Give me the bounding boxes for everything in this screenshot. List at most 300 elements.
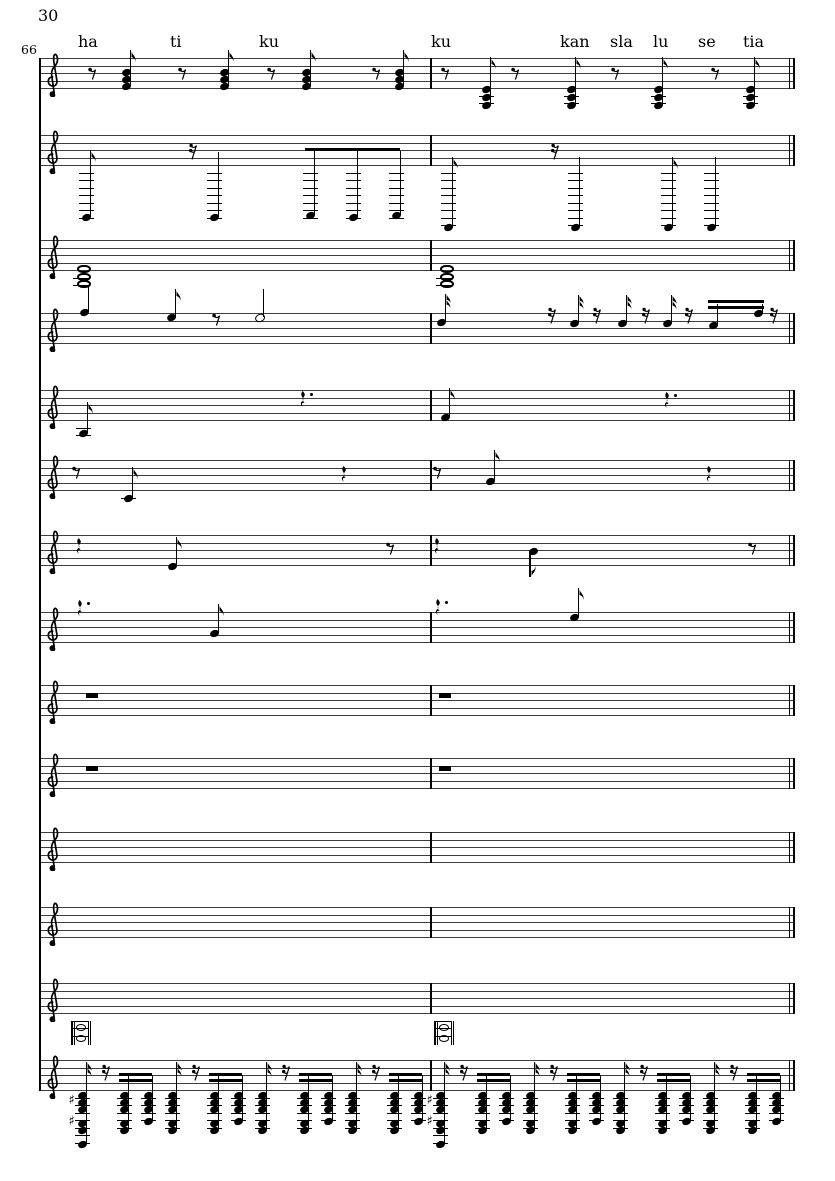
ledger-line bbox=[613, 1113, 628, 1114]
ledger-line bbox=[568, 203, 583, 204]
ledger-line bbox=[704, 173, 719, 174]
ledger-line bbox=[704, 210, 719, 211]
staff-line bbox=[40, 255, 795, 256]
ledger-line bbox=[207, 188, 222, 189]
staff-line bbox=[40, 490, 795, 491]
treble-clef-icon bbox=[43, 232, 67, 279]
ledger-line bbox=[769, 1105, 784, 1106]
eighth-flag-icon bbox=[576, 57, 583, 70]
eighth-rest-icon bbox=[88, 67, 97, 80]
breve-side-bar bbox=[451, 1021, 452, 1045]
ledger-line bbox=[75, 1135, 90, 1136]
bar-number-top: 30 bbox=[38, 6, 59, 25]
beam bbox=[747, 1073, 780, 1076]
ledger-line bbox=[475, 1105, 490, 1106]
barline-mid bbox=[430, 612, 432, 643]
ledger-line bbox=[655, 1098, 670, 1099]
ledger-line bbox=[679, 1113, 694, 1114]
sixteenth-flag-icon bbox=[446, 294, 453, 309]
ledger-line bbox=[589, 1113, 604, 1114]
sixteenth-flag-icon bbox=[625, 1062, 632, 1077]
whole-rest-icon bbox=[439, 693, 451, 698]
staff-line bbox=[40, 263, 795, 264]
stem bbox=[422, 1075, 423, 1121]
ledger-line bbox=[475, 1113, 490, 1114]
ledger-line bbox=[231, 1098, 246, 1099]
ledger-line bbox=[704, 225, 719, 226]
barline-final-thick bbox=[793, 907, 795, 938]
sixteenth-flag-icon bbox=[177, 1062, 184, 1077]
ledger-line bbox=[475, 1128, 490, 1129]
ledger-line bbox=[389, 195, 404, 196]
ledger-line bbox=[745, 1120, 760, 1121]
ledger-line bbox=[231, 1120, 246, 1121]
eighth-flag-icon bbox=[579, 588, 586, 601]
ledger-line bbox=[75, 1143, 90, 1144]
staff-line bbox=[40, 832, 795, 833]
ledger-line bbox=[661, 203, 676, 204]
ledger-line bbox=[297, 1105, 312, 1106]
ledger-line bbox=[441, 173, 456, 174]
ledger-line bbox=[441, 210, 456, 211]
ledger-line bbox=[346, 188, 361, 189]
ledger-line bbox=[499, 1113, 514, 1114]
staff-line bbox=[40, 343, 795, 344]
ledger-line bbox=[72, 1036, 89, 1037]
staff-line bbox=[40, 150, 795, 151]
lyric-syllable: tia bbox=[743, 32, 765, 51]
ledger-line bbox=[121, 498, 136, 499]
ledger-line bbox=[568, 173, 583, 174]
ledger-line bbox=[704, 180, 719, 181]
stem bbox=[218, 152, 219, 217]
ledger-line bbox=[568, 218, 583, 219]
stem bbox=[600, 1075, 601, 1121]
staff-line bbox=[40, 991, 795, 992]
eighth-rest-icon bbox=[711, 67, 720, 80]
barline-final-thin bbox=[789, 983, 790, 1014]
stem bbox=[666, 1075, 667, 1130]
eighth-flag-icon bbox=[91, 150, 98, 163]
rest-dot bbox=[674, 394, 677, 397]
ledger-line bbox=[346, 180, 361, 181]
sixteenth-rest-icon bbox=[551, 143, 560, 160]
treble-clef-icon bbox=[43, 305, 67, 352]
ledger-line bbox=[321, 1105, 336, 1106]
breve-side-bar bbox=[74, 1021, 75, 1045]
barline-final-thick bbox=[793, 612, 795, 643]
breve-side-bar bbox=[453, 1021, 454, 1045]
ledger-line bbox=[207, 1105, 222, 1106]
ledger-line bbox=[76, 435, 91, 436]
lyric-syllable: sla bbox=[610, 32, 633, 51]
staff-line bbox=[40, 398, 795, 399]
ledger-line bbox=[441, 225, 456, 226]
staff-line bbox=[40, 1060, 795, 1061]
ledger-line bbox=[387, 1128, 402, 1129]
barline-final-thick bbox=[793, 313, 795, 344]
sixteenth-rest-icon bbox=[372, 1064, 381, 1081]
ledger-line bbox=[255, 1128, 270, 1129]
treble-clef-icon bbox=[43, 1052, 67, 1099]
ledger-line bbox=[651, 96, 666, 97]
beam bbox=[747, 1079, 780, 1082]
beam bbox=[567, 1073, 600, 1076]
eighth-flag-icon bbox=[219, 604, 226, 617]
ledger-line bbox=[475, 1120, 490, 1121]
eighth-flag-icon bbox=[673, 157, 680, 170]
eighth-rest-icon bbox=[433, 466, 442, 479]
barline-mid bbox=[430, 460, 432, 491]
staff-line bbox=[40, 313, 795, 314]
staff-line bbox=[40, 565, 795, 566]
stem bbox=[510, 1075, 511, 1121]
ledger-line bbox=[389, 218, 404, 219]
stem bbox=[486, 1075, 487, 1130]
barline-final-thin bbox=[789, 907, 790, 938]
ledger-line bbox=[745, 1105, 760, 1106]
staff-line bbox=[40, 758, 795, 759]
ledger-line bbox=[141, 1098, 156, 1099]
ledger-line bbox=[255, 1098, 270, 1099]
staff-line bbox=[40, 620, 795, 621]
ledger-line bbox=[613, 1098, 628, 1099]
staff-line bbox=[40, 535, 795, 536]
ledger-line bbox=[499, 1105, 514, 1106]
staff-line bbox=[40, 840, 795, 841]
ledger-line bbox=[703, 1120, 718, 1121]
stem bbox=[400, 151, 401, 215]
ledger-line bbox=[389, 210, 404, 211]
ledger-line bbox=[703, 1113, 718, 1114]
ledger-line bbox=[346, 173, 361, 174]
staff-line bbox=[40, 715, 795, 716]
sixteenth-flag-icon bbox=[267, 1062, 274, 1077]
ledger-line bbox=[435, 1036, 452, 1037]
ledger-line bbox=[565, 1113, 580, 1114]
quarter-rest-icon bbox=[434, 538, 442, 556]
lyric-syllable: ku bbox=[259, 32, 279, 51]
sixteenth-rest-icon bbox=[642, 307, 651, 324]
barline-mid bbox=[430, 58, 432, 89]
ledger-line bbox=[75, 1105, 90, 1106]
stem bbox=[88, 285, 89, 312]
barline-mid bbox=[430, 135, 432, 166]
breve-side-bar bbox=[90, 1021, 91, 1045]
barline-mid bbox=[430, 535, 432, 566]
staff-line bbox=[40, 413, 795, 414]
ledger-line bbox=[568, 210, 583, 211]
ledger-line bbox=[564, 103, 579, 104]
ledger-line bbox=[661, 173, 676, 174]
eighth-flag-icon bbox=[131, 50, 138, 63]
quarter-rest-icon bbox=[706, 466, 714, 484]
ledger-line bbox=[411, 1098, 426, 1099]
barline-final-thin bbox=[789, 58, 790, 89]
ledger-line bbox=[613, 1128, 628, 1129]
barline-final-thick bbox=[793, 1060, 795, 1091]
ledger-line bbox=[523, 1128, 538, 1129]
ledger-line bbox=[79, 180, 94, 181]
sixteenth-flag-icon bbox=[579, 295, 586, 310]
sharp-icon: ♯ bbox=[68, 1114, 75, 1129]
barline-final-thin bbox=[789, 390, 790, 421]
barline-final-thin bbox=[789, 1060, 790, 1091]
stem bbox=[242, 1075, 243, 1121]
ledger-line bbox=[79, 173, 94, 174]
ledger-line bbox=[769, 1098, 784, 1099]
ledger-line bbox=[345, 1128, 360, 1129]
ledger-line bbox=[479, 96, 494, 97]
barline-final-thick bbox=[793, 832, 795, 863]
staff-line bbox=[40, 483, 795, 484]
barline-final-thick bbox=[793, 135, 795, 166]
quarter-rest-icon bbox=[664, 392, 672, 410]
ledger-line bbox=[303, 218, 318, 219]
eighth-rest-icon bbox=[386, 542, 395, 555]
sharp-icon: ♯ bbox=[68, 1093, 75, 1108]
ledger-line bbox=[745, 1098, 760, 1099]
ledger-line bbox=[165, 1098, 180, 1099]
ledger-line bbox=[207, 180, 222, 181]
whole-rest-icon bbox=[439, 766, 451, 771]
breve-side-bar bbox=[71, 1021, 72, 1045]
staff-line bbox=[40, 1083, 795, 1084]
staff-line bbox=[40, 998, 795, 999]
ledger-line bbox=[589, 1120, 604, 1121]
breve-side-bar bbox=[437, 1021, 438, 1045]
sixteenth-rest-icon bbox=[640, 1064, 649, 1081]
beam bbox=[119, 1079, 152, 1082]
ledger-line bbox=[704, 188, 719, 189]
staff-line bbox=[40, 143, 795, 144]
barline-final-thick bbox=[793, 983, 795, 1014]
beam bbox=[209, 1073, 242, 1076]
stem bbox=[263, 289, 264, 317]
ledger-line bbox=[207, 218, 222, 219]
ledger-line bbox=[661, 195, 676, 196]
ledger-line bbox=[387, 1113, 402, 1114]
quarter-rest-icon bbox=[76, 538, 84, 556]
beam bbox=[299, 1079, 332, 1082]
ledger-line bbox=[743, 103, 758, 104]
ledger-line bbox=[79, 203, 94, 204]
treble-clef-icon bbox=[43, 50, 67, 97]
beam bbox=[477, 1079, 510, 1082]
rest-dot bbox=[310, 393, 313, 396]
beam bbox=[477, 1073, 510, 1076]
staff-line bbox=[40, 937, 795, 938]
sixteenth-rest-icon bbox=[460, 1064, 469, 1081]
stem bbox=[715, 157, 716, 227]
staff-line bbox=[40, 1006, 795, 1007]
sixteenth-flag-icon bbox=[535, 1062, 542, 1077]
ledger-line bbox=[475, 1098, 490, 1099]
sixteenth-flag-icon bbox=[357, 1062, 364, 1077]
ledger-line bbox=[679, 1105, 694, 1106]
quarter-rest-icon bbox=[300, 391, 308, 409]
sixteenth-flag-icon bbox=[445, 1062, 452, 1077]
ledger-line bbox=[661, 180, 676, 181]
eighth-flag-icon bbox=[177, 537, 184, 550]
staff-line bbox=[40, 328, 795, 329]
ledger-line bbox=[165, 1105, 180, 1106]
beam bbox=[119, 1073, 152, 1076]
ledger-line bbox=[411, 1113, 426, 1114]
ledger-line bbox=[613, 1105, 628, 1106]
lyric-syllable: ha bbox=[78, 32, 98, 51]
ledger-line bbox=[303, 180, 318, 181]
staff-line bbox=[40, 612, 795, 613]
ledger-line bbox=[207, 1113, 222, 1114]
barline-final-thin bbox=[789, 240, 790, 271]
ledger-line bbox=[207, 203, 222, 204]
ledger-line bbox=[565, 1120, 580, 1121]
eighth-rest-icon bbox=[267, 67, 276, 80]
ledger-line bbox=[387, 1105, 402, 1106]
staff-line bbox=[40, 58, 795, 59]
treble-clef-icon bbox=[43, 899, 67, 946]
ledger-line bbox=[745, 1128, 760, 1129]
ledger-line bbox=[141, 1120, 156, 1121]
ledger-line bbox=[207, 1128, 222, 1129]
ledger-line bbox=[568, 225, 583, 226]
beam bbox=[708, 300, 764, 303]
eighth-flag-icon bbox=[491, 57, 498, 70]
ledger-line bbox=[499, 1120, 514, 1121]
ledger-line bbox=[75, 1120, 90, 1121]
staff-line bbox=[40, 158, 795, 159]
stem bbox=[780, 1075, 781, 1121]
sixteenth-rest-icon bbox=[192, 1064, 201, 1081]
ledger-line bbox=[255, 1120, 270, 1121]
eighth-flag-icon bbox=[176, 289, 183, 302]
breve-side-bar bbox=[434, 1021, 435, 1045]
staff-line bbox=[40, 847, 795, 848]
ledger-line bbox=[436, 285, 453, 286]
ledger-line bbox=[72, 1021, 89, 1022]
barline-final-thick bbox=[793, 240, 795, 271]
barline-final-thick bbox=[793, 390, 795, 421]
ledger-line bbox=[255, 1113, 270, 1114]
ledger-line bbox=[165, 1128, 180, 1129]
barline-final-thin bbox=[789, 460, 790, 491]
ledger-line bbox=[565, 1098, 580, 1099]
staff-line bbox=[40, 983, 795, 984]
ledger-line bbox=[117, 1105, 132, 1106]
staff-line bbox=[40, 321, 795, 322]
stem bbox=[690, 1075, 691, 1121]
ledger-line bbox=[433, 1143, 448, 1144]
barline-mid bbox=[430, 983, 432, 1014]
stem bbox=[332, 1075, 333, 1121]
quarter-rest-icon bbox=[341, 466, 349, 484]
ledger-line bbox=[79, 210, 94, 211]
barline-mid bbox=[430, 832, 432, 863]
stem bbox=[218, 1075, 219, 1130]
ledger-line bbox=[389, 188, 404, 189]
barline-final-thin bbox=[789, 535, 790, 566]
staff-line bbox=[40, 915, 795, 916]
barline-final-thick bbox=[793, 535, 795, 566]
ledger-line bbox=[679, 1120, 694, 1121]
ledger-line bbox=[479, 103, 494, 104]
ledger-line bbox=[655, 1113, 670, 1114]
staff-line bbox=[40, 922, 795, 923]
ledger-line bbox=[141, 1105, 156, 1106]
ledger-line bbox=[703, 1128, 718, 1129]
ledger-line bbox=[297, 1128, 312, 1129]
sixteenth-rest-icon bbox=[550, 1064, 559, 1081]
stem bbox=[128, 1075, 129, 1130]
ledger-line bbox=[565, 1128, 580, 1129]
ledger-line bbox=[433, 1113, 448, 1114]
eighth-flag-icon bbox=[495, 450, 502, 463]
ledger-line bbox=[564, 96, 579, 97]
sixteenth-flag-icon bbox=[715, 1062, 722, 1077]
staff-line bbox=[40, 1013, 795, 1014]
treble-clef-icon bbox=[43, 527, 67, 574]
staff-line bbox=[40, 73, 795, 74]
ledger-line bbox=[346, 218, 361, 219]
eighth-rest-icon bbox=[441, 67, 450, 80]
ledger-line bbox=[704, 195, 719, 196]
ledger-line bbox=[346, 203, 361, 204]
ledger-line bbox=[207, 1120, 222, 1121]
ledger-line bbox=[389, 173, 404, 174]
staff-line bbox=[40, 1068, 795, 1069]
barline-final-thin bbox=[789, 135, 790, 166]
sharp-icon: ♯ bbox=[426, 1093, 433, 1108]
staff-line bbox=[40, 475, 795, 476]
barline-mid bbox=[430, 758, 432, 789]
ledger-line bbox=[76, 428, 91, 429]
ledger-line bbox=[769, 1120, 784, 1121]
ledger-line bbox=[165, 1113, 180, 1114]
ledger-line bbox=[207, 195, 222, 196]
ledger-line bbox=[441, 195, 456, 196]
staff-line bbox=[40, 708, 795, 709]
treble-clef-icon bbox=[43, 127, 67, 174]
treble-clef-icon bbox=[43, 750, 67, 797]
treble-clef-icon bbox=[43, 677, 67, 724]
barline-final-thick bbox=[793, 758, 795, 789]
barline-final-thin bbox=[789, 612, 790, 643]
ledger-line bbox=[255, 1105, 270, 1106]
ledger-line bbox=[79, 195, 94, 196]
staff-line bbox=[40, 135, 795, 136]
barline-mid bbox=[430, 907, 432, 938]
ledger-line bbox=[661, 225, 676, 226]
ledger-line bbox=[655, 1105, 670, 1106]
ledger-line bbox=[703, 1098, 718, 1099]
ledger-line bbox=[346, 210, 361, 211]
ledger-line bbox=[141, 1113, 156, 1114]
ledger-line bbox=[661, 218, 676, 219]
staff-line bbox=[40, 907, 795, 908]
eighth-rest-icon bbox=[178, 67, 187, 80]
stem bbox=[308, 1075, 309, 1130]
ledger-line bbox=[589, 1105, 604, 1106]
ledger-line bbox=[589, 1098, 604, 1099]
ledger-line bbox=[117, 1098, 132, 1099]
staff-line bbox=[40, 766, 795, 767]
ledger-line bbox=[75, 1128, 90, 1129]
staff-line bbox=[40, 635, 795, 636]
staff-line bbox=[40, 81, 795, 82]
staff-line bbox=[40, 336, 795, 337]
barline-mid bbox=[430, 240, 432, 271]
